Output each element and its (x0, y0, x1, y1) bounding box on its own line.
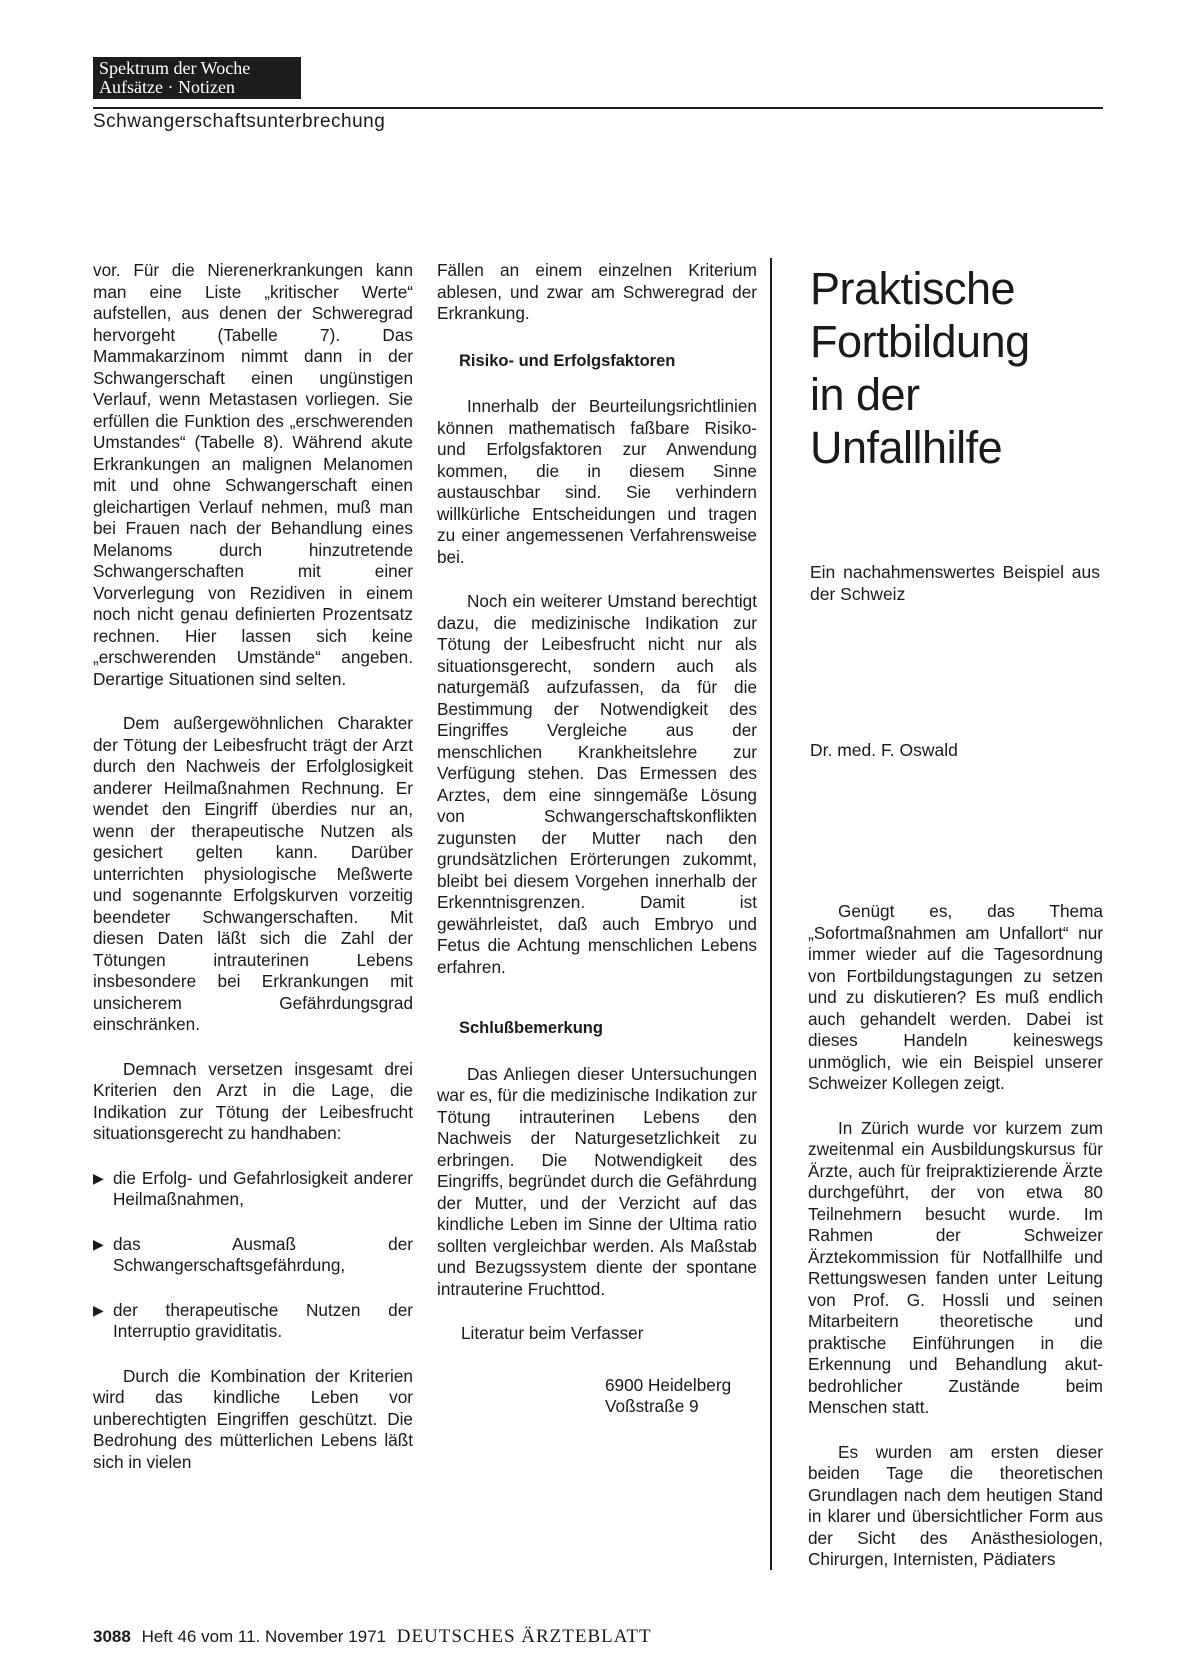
col2-paragraph-2: Innerhalb der Beurteilungsrichtlinien können mathematisch faßbare Risiko- und Erfolgsfaktoren zur Anwendung kommen, die in diesem Sinne austauschbar sind. Sie verhindern willkürliche Entscheidungen und tragen zu einer angemessenen Verfahrensweise bei. (437, 396, 757, 567)
bullet-text: die Erfolg- und Gefahrlosigkeit anderer Heilmaßnahmen, (113, 1167, 413, 1209)
column-1 (93, 260, 413, 1496)
triangle-bullet-icon: ▶ (93, 1301, 104, 1318)
article-headline (810, 262, 1100, 474)
literature-note: Literatur beim Verfasser (461, 1323, 644, 1343)
col1-paragraph-1: vor. Für die Nierenerkrankungen kann man eine Liste „kritischer Werte“ aufstellen, aus denen der Schweregrad hervorgeht (Tabelle 7). Das Mammakarzinom nimmt dann in der Schwangerschaft einen ungünstigen Verlauf, wenn Metastasen vorliegen. Sie erfüllen die Funktion des „erschwerenden Umstandes“ (Tabelle 8). Während akute Erkrankungen an malignen Melanomen mit und ohne Schwangerschaft einen gleichartigen Verlauf nehmen, muß man bei Frauen nach der Behandlung eines Melanoms durch hinzutretende Schwangerschaften mit einer Vorverlegung von Rezidiven in einem noch nicht genau definierten Prozentsatz rechnen. Hier lassen sich keine „erschwerenden Umstände“ angeben. Derartige Situationen sind selten. (93, 260, 413, 689)
subheading-conclusion: Schlußbemerkung (459, 1019, 603, 1037)
triangle-bullet-icon: ▶ (93, 1235, 104, 1252)
col3-paragraph-1: Genügt es, das Thema „Sofortmaßnahmen am Unfallort“ nur immer wieder auf die Tagesordnung von Fortbildungstagungen zu setzen und zu diskutieren? Es muß endlich auch gehandelt werden. Dabei ist dieses Handeln keineswegs unmöglich, wie ein Beispiel unserer Schweizer Kollegen zeigt. (808, 901, 1103, 1093)
headline-line-1: Praktische (810, 263, 1016, 314)
col2-paragraph-3: Noch ein weiterer Umstand berechtigt dazu, die medizinische Indikation zur Tötung der Leibesfrucht nicht nur als situationsgerecht, sondern auch als naturgemäß aufzufassen, da für die Bestimmung der Notwendigkeit des Eingriffes Vergleiche aus der menschlichen Krankheitslehre zur Verfügung stehen. Das Ermessen des Arztes, dem eine sinngemäße Lösung von Schwangerschaftskonflikten zugunsten der Mutter nach den grundsätzlichen Erörterungen zukommt, bleibt bei diesem Vorgehen innerhalb der Erkenntnisgrenzen. Damit ist gewährleistet, daß auch Embryo und Fetus die Achtung menschlichen Lebens erfahren. (437, 591, 757, 977)
address-line-1: 6900 Heidelberg (605, 1374, 732, 1395)
col1-paragraph-2: Dem außergewöhnlichen Charakter der Tötung der Leibesfrucht trägt der Arzt durch den Nachweis der Erfolglosigkeit anderer Heilmaßnahmen Rechnung. Er wendet den Eingriff überdies nur an, wenn der therapeutische Nutzen als gesichert gelten kann. Darüber unterrichten physiologische Meßwerte und sogenannte Erfolgskurven vorzeitig beendeter Schwangerschaften. Mit diesen Daten läßt sich die Zahl der Tötungen intrauterinen Lebens insbesondere bei Erkrankungen mit unsicherem Gefährdungsgrad einschränken. (93, 713, 413, 1034)
article-subtitle: Ein nachahmenswertes Beispiel aus der Schweiz (810, 562, 1100, 604)
triangle-bullet-icon: ▶ (93, 1169, 104, 1186)
badge-line-2: Aufsätze · Notizen (99, 77, 235, 97)
col1-paragraph-3: Demnach versetzen insgesamt drei Kriterien den Arzt in die Lage, die Indikation zur Tötung der Leibesfrucht situationsgerecht zu handhaben: (93, 1058, 413, 1143)
criteria-bullet-2 (93, 1234, 413, 1277)
page-footer (93, 1626, 652, 1648)
section-badge (93, 57, 301, 99)
journal-name: DEUTSCHES ÄRZTEBLATT (396, 1626, 652, 1647)
bullet-text: der therapeutische Nutzen der Interruptio graviditatis. (113, 1299, 413, 1341)
headline-line-3: in der (810, 369, 920, 420)
issue-info: Heft 46 vom 11. November 1971 (141, 1627, 386, 1646)
header-rule (93, 107, 1103, 109)
author-address (605, 1375, 757, 1418)
headline-line-2: Fortbildung (810, 316, 1030, 367)
col2-paragraph-4: Das Anliegen dieser Untersuchungen war es, für die medizinische Indikation zur Tötung intrauterinen Lebens den Nachweis der Naturgesetzlichkeit zu erbringen. Die Notwendigkeit des Eingriffs, begründet durch die Gefährdung der Mutter, und der Verzicht auf das kindliche Leben im Sinne der Ultima ratio sollten vergleichbar werden. Als Maßstab und Bezugssystem diente der spontane intrauterine Fruchttod. (437, 1063, 757, 1299)
article-author: Dr. med. F. Oswald (810, 740, 958, 760)
criteria-bullet-1 (93, 1168, 413, 1211)
col2-paragraph-1: Fällen an einem einzelnen Kriterium ablesen, und zwar am Schweregrad der Erkrankung. (437, 260, 757, 323)
column-2 (437, 260, 757, 1418)
column-3 (808, 901, 1103, 1594)
subheading-risk-factors: Risiko- und Erfolgsfaktoren (459, 351, 676, 370)
address-line-2: Voßstraße 9 (605, 1396, 699, 1416)
column-divider (770, 258, 772, 1570)
bullet-text: das Ausmaß der Schwangerschaftsgefährdung, (113, 1233, 413, 1275)
col3-paragraph-2: In Zürich wurde vor kurzem zum zweitenmal ein Ausbildungskursus für Ärzte, auch für freipraktizierende Ärzte durchgeführt, der von etwa 80 Teilnehmern besucht wurde. Im Rahmen der Schweizer Ärztekommission für Notfallhilfe und Rettungswesen fanden unter Leitung von Prof. G. Hossli und seinen Mitarbeitern theoretische und praktische Einführungen in die Erkennung und Behandlung akut-bedrohlicher Zustände beim Menschen statt. (808, 1117, 1103, 1417)
col3-paragraph-3: Es wurden am ersten dieser beiden Tage die theoretischen Grundlagen nach dem heutigen Stand in klarer und übersichtlicher Form aus der Sicht des Anästhesiologen, Chirurgen, Internisten, Pädiaters (808, 1441, 1103, 1569)
criteria-bullet-3 (93, 1300, 413, 1343)
col1-paragraph-4: Durch die Kombination der Kriterien wird das kindliche Leben vor unberechtigten Eingriffen geschützt. Die Bedrohung des mütterlichen Lebens läßt sich in vielen (93, 1365, 413, 1472)
section-title: Schwangerschaftsunterbrechung (93, 111, 386, 132)
headline-line-4: Unfallhilfe (810, 422, 1003, 473)
badge-line-1: Spektrum der Woche (99, 58, 251, 78)
page-number: 3088 (93, 1627, 131, 1646)
